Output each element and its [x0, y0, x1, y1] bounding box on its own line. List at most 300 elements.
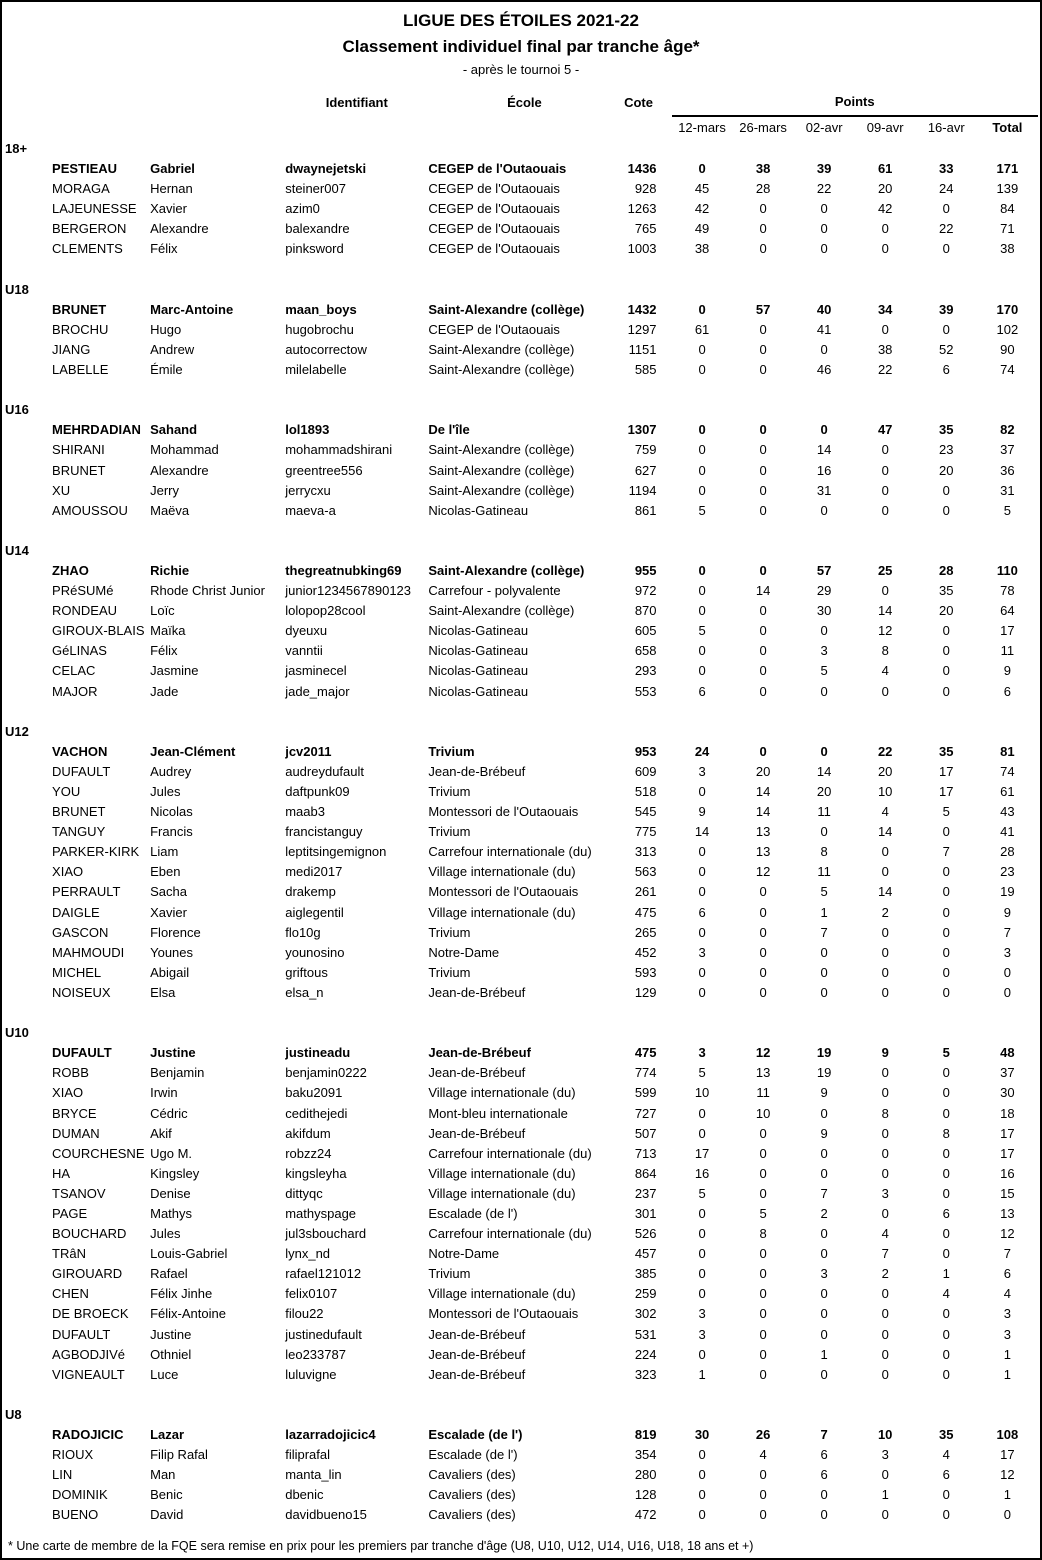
player-points-4: 20	[877, 763, 893, 779]
player-total: 3	[1003, 1326, 1011, 1342]
player-identifier: leo233787	[285, 1346, 346, 1362]
player-first-name: Man	[150, 1467, 176, 1483]
player-row	[2, 1164, 1038, 1184]
player-school: Saint-Alexandre (collège)	[428, 362, 575, 378]
player-row	[2, 1445, 1038, 1465]
column-gap	[657, 340, 672, 360]
player-points-2: 0	[759, 442, 767, 458]
column-gap	[657, 682, 672, 702]
section-row	[2, 400, 1038, 420]
player-school: Escalade (de l')	[428, 1447, 518, 1463]
player-school: Village internationale (du)	[428, 1085, 576, 1101]
player-points-3: 1	[820, 1346, 828, 1362]
player-first-name: Audrey	[150, 763, 192, 779]
player-last-name: PRéSUMé	[52, 583, 114, 599]
player-last-name: BROCHU	[52, 321, 109, 337]
player-first-name: Cédric	[150, 1105, 188, 1121]
player-points-3: 20	[816, 784, 832, 799]
player-first-name: Richie	[150, 562, 190, 578]
row-indent	[2, 903, 52, 923]
player-points-2: 4	[759, 1447, 767, 1463]
player-points-1: 0	[698, 663, 706, 679]
player-points-2: 0	[759, 663, 767, 679]
player-points-3: 57	[816, 562, 832, 578]
player-school: Cavaliers (des)	[428, 1507, 516, 1523]
row-indent	[2, 1485, 52, 1505]
row-indent	[2, 601, 52, 621]
player-identifier: dittyqc	[285, 1185, 323, 1201]
player-first-name: Florence	[150, 924, 201, 940]
player-first-name: Émile	[150, 362, 183, 378]
col-header-date-3: 02-avr	[805, 120, 843, 135]
player-points-3: 0	[820, 1366, 828, 1382]
player-identifier: junior1234567890123	[285, 583, 412, 599]
player-total: 17	[1000, 1447, 1015, 1463]
player-first-name: Jerry	[150, 482, 179, 498]
player-rating: 928	[634, 181, 657, 197]
spacer-row	[2, 260, 1038, 280]
player-points-4: 8	[881, 643, 889, 659]
player-first-name: Alexandre	[150, 462, 209, 478]
player-rating: 585	[634, 362, 657, 378]
row-indent	[2, 1284, 52, 1304]
player-rating: 265	[634, 924, 657, 940]
player-row	[2, 963, 1038, 983]
player-identifier: mohammadshirani	[285, 442, 393, 458]
player-last-name: BRUNET	[52, 462, 106, 478]
player-row	[2, 420, 1038, 440]
col-header-date-2: 26-mars	[739, 120, 787, 135]
player-points-3: 0	[820, 964, 828, 980]
column-gap	[657, 862, 672, 882]
player-points-2: 38	[755, 161, 771, 177]
player-points-2: 0	[759, 884, 767, 900]
player-points-3: 39	[816, 161, 832, 177]
player-points-4: 0	[881, 944, 889, 960]
column-gap	[657, 983, 672, 1003]
player-points-3: 2	[820, 1205, 828, 1221]
player-identifier: francistanguy	[285, 824, 363, 840]
player-row	[2, 360, 1038, 380]
player-total: 170	[996, 301, 1019, 317]
player-first-name: Jade	[150, 683, 179, 699]
player-points-2: 0	[759, 984, 767, 1000]
player-school: Village internationale (du)	[428, 1165, 576, 1181]
player-identifier: filou22	[285, 1306, 324, 1322]
player-points-2: 28	[755, 181, 771, 197]
player-rating: 955	[634, 562, 657, 578]
player-school: Carrefour internationale (du)	[428, 844, 592, 860]
player-row	[2, 842, 1038, 862]
player-row	[2, 1224, 1038, 1244]
player-points-2: 0	[759, 603, 767, 619]
player-last-name: PESTIEAU	[52, 161, 118, 177]
col-header-identifiant: Identifiant	[325, 94, 388, 110]
player-school: Trivium	[428, 924, 471, 940]
player-row	[2, 1264, 1038, 1284]
player-row	[2, 1425, 1038, 1445]
player-school: Montessori de l'Outaouais	[428, 804, 579, 820]
player-points-3: 0	[820, 984, 828, 1000]
player-last-name: CHEN	[52, 1286, 89, 1302]
column-gap	[657, 440, 672, 460]
player-points-1: 0	[698, 161, 706, 177]
spacer-row	[2, 702, 1038, 722]
player-points-1: 3	[698, 763, 706, 779]
player-points-2: 0	[759, 321, 767, 337]
player-rating: 819	[634, 1427, 657, 1442]
player-total: 23	[1000, 864, 1015, 880]
row-indent	[2, 159, 52, 179]
player-points-1: 9	[698, 804, 706, 820]
player-points-5: 0	[942, 321, 950, 337]
player-points-1: 1	[698, 1366, 706, 1382]
player-identifier: justineadu	[285, 1045, 351, 1061]
column-gap	[657, 822, 672, 842]
player-last-name: BRUNET	[52, 804, 106, 820]
player-last-name: MORAGA	[52, 181, 110, 197]
player-total: 12	[1000, 1467, 1015, 1483]
player-points-5: 4	[942, 1447, 950, 1463]
player-first-name: Kingsley	[150, 1165, 200, 1181]
player-identifier: maab3	[285, 804, 325, 820]
row-indent	[2, 923, 52, 943]
player-points-1: 0	[698, 784, 706, 799]
player-last-name: GIROUARD	[52, 1266, 123, 1282]
player-total: 15	[1000, 1185, 1015, 1201]
player-first-name: Abigail	[150, 964, 190, 980]
player-points-5: 0	[942, 984, 950, 1000]
player-points-4: 0	[881, 864, 889, 880]
player-school: De l'île	[428, 422, 470, 438]
player-total: 9	[1003, 663, 1011, 679]
player-row	[2, 561, 1038, 581]
player-rating: 302	[634, 1306, 657, 1322]
spacer-row	[2, 1003, 1038, 1023]
player-row	[2, 601, 1038, 621]
player-points-1: 0	[698, 1105, 706, 1121]
player-last-name: VACHON	[52, 743, 108, 759]
player-identifier: kingsleyha	[285, 1165, 347, 1181]
ranking-subtitle: Classement individuel final par tranche âge*	[342, 37, 700, 56]
player-rating: 870	[634, 603, 657, 619]
player-school: Jean-de-Brébeuf	[428, 1125, 526, 1141]
player-rating: 452	[634, 944, 657, 960]
player-points-4: 14	[877, 603, 893, 619]
row-indent	[2, 1104, 52, 1124]
column-gap	[657, 219, 672, 239]
player-points-5: 17	[939, 763, 954, 779]
player-total: 17	[1000, 1145, 1015, 1161]
player-last-name: VIGNEAULT	[52, 1366, 125, 1382]
player-identifier: lolopop28cool	[285, 603, 366, 619]
player-row	[2, 882, 1038, 902]
row-indent	[2, 1224, 52, 1244]
player-points-2: 0	[759, 462, 767, 478]
player-identifier: jade_major	[285, 683, 350, 699]
player-points-2: 0	[759, 683, 767, 699]
player-school: Village internationale (du)	[428, 904, 576, 920]
row-indent	[2, 581, 52, 601]
table-header-row-2	[2, 116, 1038, 139]
player-points-4: 22	[877, 743, 893, 759]
player-points-2: 26	[755, 1427, 771, 1442]
player-rating: 774	[634, 1065, 657, 1081]
player-identifier: robzz24	[285, 1145, 332, 1161]
row-indent	[2, 1244, 52, 1264]
player-points-5: 28	[939, 562, 954, 578]
player-school: Village internationale (du)	[428, 1286, 576, 1302]
row-indent	[2, 882, 52, 902]
player-points-5: 0	[942, 884, 950, 900]
player-points-3: 0	[820, 1306, 828, 1322]
player-identifier: lol1893	[285, 422, 330, 438]
player-rating: 605	[634, 623, 657, 639]
player-identifier: dbenic	[285, 1487, 324, 1503]
row-indent	[2, 842, 52, 862]
player-total: 43	[1000, 804, 1015, 820]
player-points-2: 0	[759, 1326, 767, 1342]
player-points-5: 0	[942, 502, 950, 518]
player-points-3: 6	[820, 1467, 828, 1483]
player-row	[2, 179, 1038, 199]
player-points-4: 20	[877, 181, 893, 197]
player-last-name: BUENO	[52, 1507, 99, 1523]
player-total: 3	[1003, 944, 1011, 960]
player-points-4: 0	[881, 1085, 889, 1101]
player-points-4: 0	[881, 1065, 889, 1081]
player-school: Trivium	[428, 784, 471, 799]
player-total: 5	[1003, 502, 1011, 518]
row-indent	[2, 762, 52, 782]
player-identifier: autocorrectow	[285, 341, 367, 357]
player-points-4: 10	[877, 784, 893, 799]
player-points-4: 0	[881, 1346, 889, 1362]
player-school: Saint-Alexandre (collège)	[428, 341, 575, 357]
column-gap	[657, 742, 672, 762]
player-points-3: 29	[816, 583, 832, 599]
player-school: Escalade (de l')	[428, 1427, 523, 1442]
player-points-4: 0	[881, 964, 889, 980]
player-rating: 472	[634, 1507, 657, 1523]
player-points-1: 49	[694, 221, 710, 237]
player-points-4: 0	[881, 1165, 889, 1181]
player-identifier: jerrycxu	[285, 482, 331, 498]
section-label: 18+	[5, 141, 28, 156]
player-row	[2, 983, 1038, 1003]
player-identifier: baku2091	[285, 1085, 343, 1101]
player-points-1: 17	[694, 1145, 710, 1161]
player-row	[2, 621, 1038, 641]
player-points-3: 7	[820, 1427, 828, 1442]
section-label: U14	[5, 542, 29, 558]
player-points-5: 0	[942, 482, 950, 498]
column-gap	[657, 782, 672, 802]
player-points-3: 0	[820, 422, 828, 438]
player-rating: 727	[634, 1105, 657, 1121]
player-identifier: akifdum	[285, 1125, 331, 1141]
player-points-3: 0	[820, 1487, 828, 1503]
player-last-name: TRâN	[52, 1246, 86, 1262]
player-last-name: MAHMOUDI	[52, 944, 125, 960]
player-points-2: 0	[759, 1346, 767, 1362]
player-row	[2, 219, 1038, 239]
player-points-3: 0	[820, 221, 828, 237]
player-row	[2, 1043, 1038, 1063]
player-points-5: 0	[942, 1507, 950, 1523]
player-school: Saint-Alexandre (collège)	[428, 562, 585, 578]
player-last-name: BRUNET	[52, 301, 107, 317]
player-rating: 599	[634, 1085, 657, 1101]
row-indent	[2, 501, 52, 521]
player-points-4: 2	[881, 1266, 889, 1282]
player-points-1: 0	[698, 1447, 706, 1463]
player-points-3: 0	[820, 623, 828, 639]
player-points-3: 0	[820, 201, 828, 217]
player-last-name: PAGE	[52, 1205, 88, 1221]
col-header-date-4: 09-avr	[866, 120, 904, 135]
player-last-name: MAJOR	[52, 683, 98, 699]
player-points-2: 13	[755, 1065, 771, 1081]
col-header-date-1: 12-mars	[678, 120, 726, 135]
player-total: 64	[1000, 603, 1015, 619]
player-points-5: 0	[942, 1145, 950, 1161]
section-label: U16	[5, 402, 29, 418]
spacer-row	[2, 380, 1038, 400]
player-last-name: CELAC	[52, 663, 96, 679]
player-points-3: 0	[820, 743, 828, 759]
player-total: 38	[1000, 241, 1015, 257]
player-points-5: 39	[939, 301, 954, 317]
row-indent	[2, 682, 52, 702]
column-gap	[657, 1224, 672, 1244]
player-points-5: 0	[942, 623, 950, 639]
player-row	[2, 1104, 1038, 1124]
section-row	[2, 1405, 1038, 1425]
player-row	[2, 1485, 1038, 1505]
player-rating: 1432	[627, 301, 657, 317]
player-total: 11	[1000, 643, 1015, 659]
player-total: 102	[996, 321, 1019, 337]
column-gap	[657, 1485, 672, 1505]
column-gap	[657, 199, 672, 219]
player-points-2: 5	[759, 1205, 767, 1221]
column-gap	[657, 1284, 672, 1304]
player-points-2: 0	[759, 1125, 767, 1141]
row-indent	[2, 1505, 52, 1525]
player-points-1: 0	[698, 1246, 706, 1262]
player-points-1: 0	[698, 984, 706, 1000]
player-total: 7	[1003, 924, 1011, 940]
player-points-3: 0	[820, 1105, 828, 1121]
player-points-1: 0	[698, 864, 706, 880]
player-identifier: dyeuxu	[285, 623, 328, 639]
player-total: 12	[1000, 1226, 1015, 1242]
player-first-name: Younes	[150, 944, 194, 960]
player-school: Nicolas-Gatineau	[428, 623, 529, 639]
column-gap	[657, 842, 672, 862]
player-rating: 627	[634, 462, 657, 478]
player-last-name: XU	[52, 482, 71, 498]
player-points-1: 0	[698, 301, 706, 317]
player-points-4: 0	[881, 1306, 889, 1322]
player-points-5: 0	[942, 1326, 950, 1342]
player-school: Village internationale (du)	[428, 864, 576, 880]
player-row	[2, 923, 1038, 943]
player-points-3: 7	[820, 924, 828, 940]
player-rating: 545	[634, 804, 657, 820]
player-points-5: 1	[942, 1266, 950, 1282]
player-points-3: 5	[820, 884, 828, 900]
player-points-1: 0	[698, 924, 706, 940]
player-points-1: 0	[698, 1205, 706, 1221]
player-school: Saint-Alexandre (collège)	[428, 482, 575, 498]
player-first-name: Félix-Antoine	[150, 1306, 226, 1322]
player-school: Saint-Alexandre (collège)	[428, 301, 585, 317]
player-points-5: 35	[939, 1427, 954, 1442]
player-points-3: 41	[816, 321, 832, 337]
player-rating: 237	[634, 1185, 657, 1201]
player-last-name: LABELLE	[52, 362, 109, 378]
column-gap	[657, 501, 672, 521]
player-points-4: 2	[881, 904, 889, 920]
row-indent	[2, 802, 52, 822]
player-rating: 531	[634, 1326, 657, 1342]
player-row	[2, 682, 1038, 702]
player-points-3: 0	[820, 502, 828, 518]
player-school: Mont-bleu internationale	[428, 1105, 568, 1121]
player-row	[2, 802, 1038, 822]
player-rating: 129	[634, 984, 657, 1000]
player-points-2: 0	[759, 502, 767, 518]
player-points-3: 8	[820, 844, 828, 860]
column-gap	[657, 239, 672, 259]
player-first-name: Marc-Antoine	[150, 301, 234, 317]
player-identifier: milelabelle	[285, 362, 347, 378]
player-last-name: PERRAULT	[52, 884, 121, 900]
player-school: Trivium	[428, 964, 471, 980]
player-total: 13	[1000, 1205, 1015, 1221]
section-label: U8	[5, 1406, 22, 1422]
row-indent	[2, 1465, 52, 1485]
player-school: Saint-Alexandre (collège)	[428, 603, 575, 619]
player-points-2: 10	[755, 1105, 771, 1121]
player-school: Trivium	[428, 1266, 471, 1282]
player-school: CEGEP de l'Outaouais	[428, 241, 560, 257]
player-points-5: 0	[942, 964, 950, 980]
player-rating: 563	[634, 864, 657, 880]
player-school: Jean-de-Brébeuf	[428, 1045, 531, 1061]
player-school: Cavaliers (des)	[428, 1487, 516, 1503]
column-gap	[657, 601, 672, 621]
row-indent	[2, 963, 52, 983]
player-last-name: ROBB	[52, 1065, 89, 1081]
spacer-row	[2, 521, 1038, 541]
player-total: 48	[1000, 1045, 1015, 1061]
player-school: Cavaliers (des)	[428, 1467, 516, 1483]
player-last-name: AGBODJIVé	[52, 1346, 125, 1362]
column-gap	[657, 420, 672, 440]
player-school: Village internationale (du)	[428, 1185, 576, 1201]
player-row	[2, 903, 1038, 923]
player-points-3: 0	[820, 241, 828, 257]
player-first-name: Ugo M.	[150, 1145, 193, 1161]
section-row	[2, 722, 1038, 742]
player-points-4: 0	[881, 1125, 889, 1141]
player-school: Trivium	[428, 824, 471, 840]
player-points-3: 0	[820, 1145, 828, 1161]
player-points-5: 0	[942, 201, 950, 217]
